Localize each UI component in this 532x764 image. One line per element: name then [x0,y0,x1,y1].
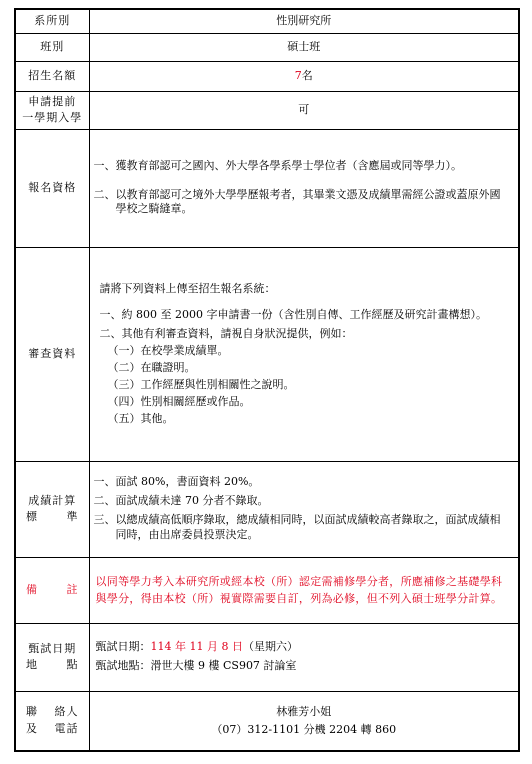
value-exam-date-place [89,623,519,691]
value-review-materials [89,247,519,461]
review-subitems [100,344,505,426]
review-intro: 請將下列資料上傳至招生報名系統： [99,281,276,295]
review-subitem: （一）在校學業成績單。 [107,344,229,358]
admission-table [14,8,520,752]
value-contact [89,691,519,751]
review-subitem: （五）其他。 [107,411,174,425]
value-quota [89,61,519,91]
row-department [15,9,519,33]
label-remark: 備 註 [15,557,89,623]
score-item-2: 二、 面試成績未達 70 分者不錄取。 [93,494,269,508]
review-subitem: （四）性別相關經歷或作品。 [107,394,251,408]
exam-date-value: 114 年 11 月 8 日 [150,640,243,654]
review-subitem: （三）工作經歷與性別相關性之說明。 [107,377,295,391]
label-quota: 招生名額 [15,61,89,91]
row-remark [15,557,519,623]
qualification-item-2: 二、 以教育部認可之境外大學學歷報考者，其畢業文憑及成績單需經公證或蓋原外國學校之騎縫章。 [93,187,501,216]
row-quota [15,61,519,91]
label-score-calculation: 成績計算 標 準 [15,461,89,557]
row-score-calculation [15,461,519,557]
value-early-admission: 可 [89,91,519,129]
value-class: 碩士班 [89,33,519,61]
exam-date-line: 甄試日期：114 年 11 月 8 日（星期六） [95,640,298,654]
contact-phone: （07）312-1101 分機 2204 轉 860 [211,722,397,736]
label-early-admission: 申請提前 一學期入學 [15,91,89,129]
score-item-3: 三、 以總成績高低順序錄取，總成績相同時，以面試成績較高者錄取之，面試成績相同時，由出席委員投票決定。 [93,513,501,541]
review-subitem: （二）在職證明。 [107,361,196,374]
quota-number: 7 [294,68,302,82]
row-early-admission [15,91,519,129]
label-qualification: 報名資格 [15,129,89,247]
exam-place-line: 甄試地點：滑世大樓 9 樓 CS907 討論室 [95,659,297,672]
row-review-materials [15,247,519,461]
qualification-item-1: 一、 獲教育部認可之國內、外大學各學系學士學位者（含應屆或同等學力）。 [93,158,462,172]
row-exam-date-place [15,623,519,691]
row-contact [15,691,519,751]
value-score-calculation [89,461,519,557]
row-class [15,33,519,61]
label-exam-date-place: 甄試日期 地 點 [15,623,89,691]
value-qualification [89,129,519,247]
review-item-1: 一、 約 800 至 2000 字申請書一份（含性別自傳、工作經歷及研究計畫構想）。 [99,308,487,322]
remark-text: 以同等學力考入本研究所或經本校（所）認定需補修學分者，所應補修之基礎學科與學分，得由本校（所）視實際需要自訂，列為必修，但不列入碩士班學分計算。 [95,574,503,605]
row-qualification [15,129,519,247]
value-remark [89,557,519,623]
contact-name: 林雅芳小姐 [276,705,332,719]
label-department: 系所別 [15,9,89,33]
value-department: 性別研究所 [89,9,519,33]
label-contact: 聯 絡人 及 電話 [15,691,89,751]
review-item-2: 二、 其他有利審查資料，請視自身狀況提供，例如： [99,327,353,341]
score-item-1: 一、 面試 80%，書面資料 20%。 [93,475,260,489]
quota-unit: 名 [301,68,313,82]
label-review-materials: 審查資料 [15,247,89,461]
label-class: 班別 [15,33,89,61]
